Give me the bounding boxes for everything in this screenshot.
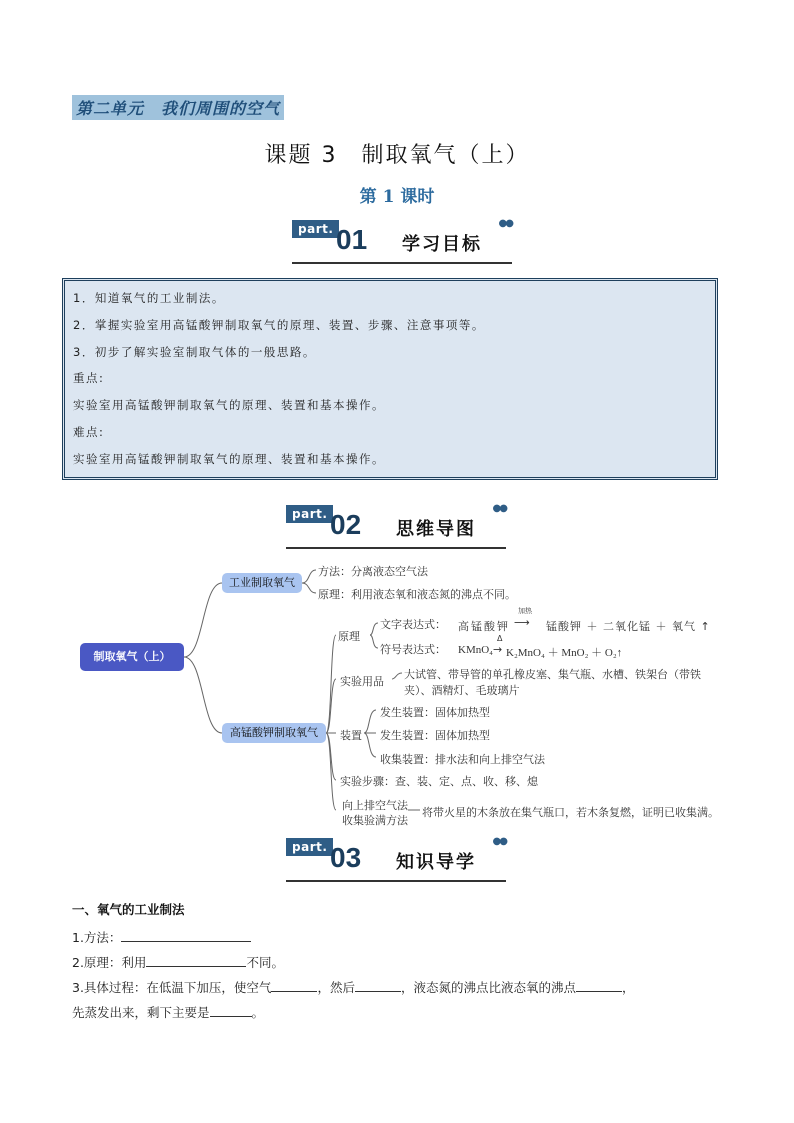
section-heading: 一、氧气的工业制法 <box>72 902 185 917</box>
lesson-title: 课题 3 制取氧气（上） <box>264 143 530 168</box>
objective-line: 3．初步了解实验室制取气体的一般思路。 <box>73 344 316 359</box>
banner-rule <box>286 880 506 882</box>
industrial-method: 方法：分离液态空气法 <box>318 565 428 578</box>
mindmap-root: 制取氧气（上） <box>80 643 184 671</box>
part-tag: part. <box>292 220 339 238</box>
question-text: ， <box>621 980 635 995</box>
word-eq-label: 文字表达式： <box>380 618 446 631</box>
symbol-eq-right: K₂MnO₄ ＋ MnO₂ ＋ O₂↑ <box>506 647 623 659</box>
question-3-continued <box>72 1003 264 1021</box>
question-text: 2.原理：利用 <box>72 955 147 970</box>
ornament-icon: ●● <box>492 836 506 847</box>
ornament-icon: ●● <box>498 218 512 229</box>
question-text: 先蒸发出来，剩下主要是 <box>72 1005 210 1020</box>
word-eq-condition: 加热 <box>518 607 532 615</box>
part-03-banner <box>286 836 506 882</box>
supplies-line-2: 夹）、酒精灯、毛玻璃片 <box>404 684 520 697</box>
part-number: 01 <box>336 224 368 255</box>
check-label-1: 向上排空气法 <box>342 799 408 812</box>
answer-blank[interactable] <box>271 978 317 992</box>
part-02-banner <box>286 503 506 549</box>
part-label: 学习目标 <box>402 234 482 255</box>
objective-line: 实验室用高锰酸钾制取氧气的原理、装置和基本操作。 <box>73 398 385 413</box>
mindmap-industrial: 工业制取氧气 <box>222 573 302 593</box>
question-3 <box>72 978 634 996</box>
check-label-2: 收集验满方法 <box>342 814 408 827</box>
answer-blank[interactable] <box>121 928 251 942</box>
part-number: 03 <box>330 842 362 873</box>
word-eq-right: 锰酸钾 ＋ 二氧化锰 ＋ 氧气 ↑ <box>546 620 711 633</box>
apparatus-item: 发生装置：固体加热型 <box>380 706 490 719</box>
question-1 <box>72 928 251 946</box>
part-tag: part. <box>286 838 333 856</box>
arrow-right-icon: → <box>493 643 503 656</box>
supplies-line-1: 大试管、带导管的单孔橡皮塞、集气瓶、水槽、铁架台（带铁 <box>404 668 701 681</box>
symbol-eq-condition: Δ <box>497 634 503 643</box>
objective-line: 难点: <box>73 424 105 439</box>
banner-rule <box>292 262 512 264</box>
objectives-box <box>62 278 718 480</box>
apparatus-item: 收集装置：排水法和向上排空气法 <box>380 753 545 766</box>
question-2 <box>72 953 284 971</box>
banner-rule <box>286 547 506 549</box>
answer-blank[interactable] <box>355 978 401 992</box>
question-text: 1.方法： <box>72 930 122 945</box>
mind-map <box>74 555 744 835</box>
question-text: 3.具体过程：在低温下加压，使空气 <box>72 980 272 995</box>
part-label: 思维导图 <box>396 519 476 540</box>
ornament-icon: ●● <box>492 503 506 514</box>
part-label: 知识导学 <box>396 852 476 873</box>
arrow-right-icon: ⟶ <box>514 616 530 629</box>
question-text: ，然后 <box>317 980 355 995</box>
unit-title: 第二单元 我们周围的空气 <box>72 95 284 120</box>
apparatus-item: 发生装置：固体加热型 <box>380 729 490 742</box>
supplies-label: 实验用品 <box>340 675 384 688</box>
part-tag: part. <box>286 505 333 523</box>
answer-blank[interactable] <box>146 953 246 967</box>
symbol-eq-label: 符号表达式： <box>380 643 446 656</box>
apparatus-label: 装置 <box>340 729 362 742</box>
steps-text: 实验步骤：查、装、定、点、收、移、熄 <box>340 775 538 788</box>
objective-line: 实验室用高锰酸钾制取氧气的原理、装置和基本操作。 <box>73 451 385 466</box>
check-text: 将带火星的木条放在集气瓶口，若木条复燃，证明已收集满。 <box>422 806 719 819</box>
question-text: ，液态氮的沸点比液态氧的沸点 <box>400 980 576 995</box>
part-01-banner <box>292 218 512 264</box>
objective-line: 1．知道氧气的工业制法。 <box>73 291 225 305</box>
symbol-eq-left: KMnO₄ <box>458 644 494 656</box>
word-eq-left: 高锰酸钾 <box>458 620 510 633</box>
mindmap-kmno4: 高锰酸钾制取氧气 <box>222 723 326 743</box>
answer-blank[interactable] <box>576 978 622 992</box>
objective-line: 2．掌握实验室用高锰酸钾制取氧气的原理、装置、步骤、注意事项等。 <box>73 317 485 332</box>
principle-label: 原理 <box>338 630 360 643</box>
answer-blank[interactable] <box>210 1003 252 1017</box>
objective-line: 重点: <box>73 371 105 386</box>
part-number: 02 <box>330 509 362 540</box>
period-label: 第 1 课时 <box>359 187 435 207</box>
industrial-principle: 原理：利用液态氧和液态氮的沸点不同。 <box>318 588 516 601</box>
question-text: 。 <box>251 1005 265 1020</box>
question-text: 不同。 <box>246 955 284 970</box>
